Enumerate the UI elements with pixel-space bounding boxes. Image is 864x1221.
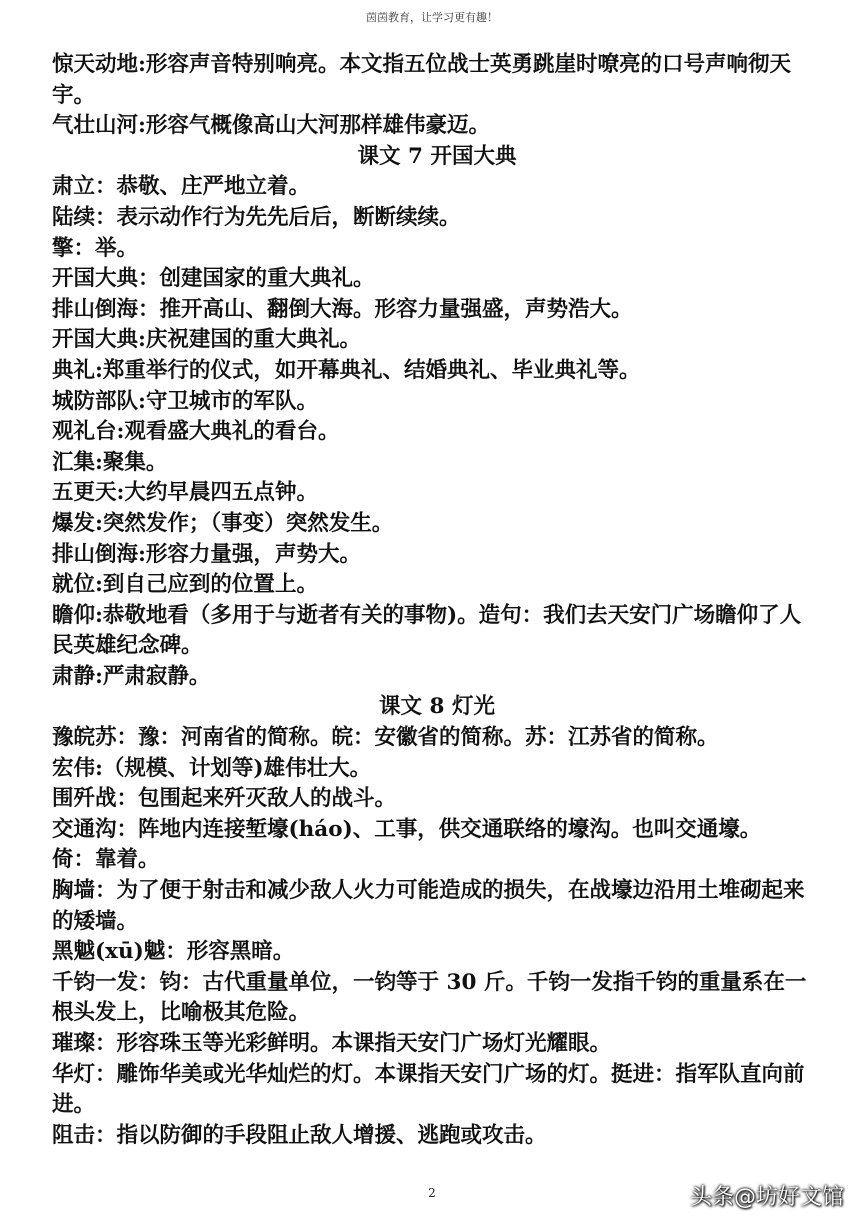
document-body [52, 50, 822, 1151]
vocab-entry: 交通沟：阵地内连接堑壕(háo)、工事，供交通联络的壕沟。也叫交通壕。 [52, 816, 762, 842]
section-heading: 课文 7 开国大典 [357, 143, 517, 169]
vocab-entry: 惊天动地:形容声音特别响亮。本文指五位战士英勇跳崖时嘹亮的口号声响彻天宇。 [52, 52, 791, 108]
vocab-entry: 典礼:郑重举行的仪式，如开幕典礼、结婚典礼、毕业典礼等。 [52, 357, 641, 383]
vocab-entry: 阻击：指以防御的手段阻止敌人增援、逃跑或攻击。 [52, 1122, 547, 1148]
vocab-entry: 陆续：表示动作行为先先后后，断断续续。 [52, 204, 461, 230]
vocab-entry: 华灯：雕饰华美或光华灿烂的灯。本课指天安门广场的灯。挺进：指军队直向前进。 [52, 1061, 805, 1118]
vocab-entry: 围歼战：包围起来歼灭敌人的战斗。 [52, 786, 397, 812]
vocab-entry: 璀璨：形容珠玉等光彩鲜明。本课指天安门广场灯光耀眼。 [52, 1031, 612, 1056]
vocab-entry: 开国大典:庆祝建国的重大典礼。 [52, 327, 361, 353]
vocab-entry: 胸墙：为了便于射击和减少敌人火力可能造成的损失，在战壕边沿用土堆砌起来的矮墙。 [52, 878, 805, 934]
vocab-entry: 倚：靠着。 [52, 847, 160, 873]
watermark: 头条@坊好文馆 [689, 1185, 844, 1210]
page-header: 茵茵教育，让学习更有趣！ [366, 11, 498, 24]
vocab-entry: 豫皖苏：豫：河南省的简称。皖：安徽省的简称。苏：江苏省的简称。 [52, 725, 719, 751]
vocab-entry: 肃立：恭敬、庄严地立着。 [52, 174, 311, 200]
vocab-entry: 就位:到自己应到的位置上。 [52, 572, 318, 598]
vocab-entry: 瞻仰:恭敬地看（多用于与逝者有关的事物)。造句：我们去天安门广场瞻仰了人民英雄纪念碑。 [52, 602, 802, 659]
vocab-entry: 气壮山河:形容气概像高山大河那样雄伟豪迈。 [52, 113, 490, 139]
vocab-entry: 擎：举。 [52, 235, 139, 261]
page-number: 2 [428, 1186, 436, 1200]
vocab-entry: 城防部队:守卫城市的军队。 [52, 388, 318, 414]
vocab-entry: 宏伟:（规模、计划等)雄伟壮大。 [52, 755, 372, 781]
vocab-entry: 开国大典：创建国家的重大典礼。 [52, 266, 375, 292]
vocab-entry: 黑魆(xū)魆：形容黑暗。 [52, 939, 295, 965]
vocab-entry: 汇集:聚集。 [52, 449, 168, 475]
vocab-entry: 千钧一发：钧：古代重量单位，一钧等于 30 斤。千钧一发指千钧的重量系在一根头发上，比喻极其危险。 [52, 969, 807, 1026]
vocab-entry: 排山倒海:形容力量强，声势大。 [52, 541, 361, 567]
vocab-entry: 五更天:大约早晨四五点钟。 [52, 480, 318, 506]
vocab-entry: 排山倒海：推开高山、翻倒大海。形容力量强盛，声势浩大。 [52, 296, 633, 322]
vocab-entry: 爆发:突然发作；（事变）突然发生。 [52, 510, 394, 536]
vocab-entry: 肃静:严肃寂静。 [52, 663, 211, 689]
vocab-entry: 观礼台:观看盛大典礼的看台。 [52, 419, 340, 445]
section-heading: 课文 8 灯光 [379, 694, 495, 720]
